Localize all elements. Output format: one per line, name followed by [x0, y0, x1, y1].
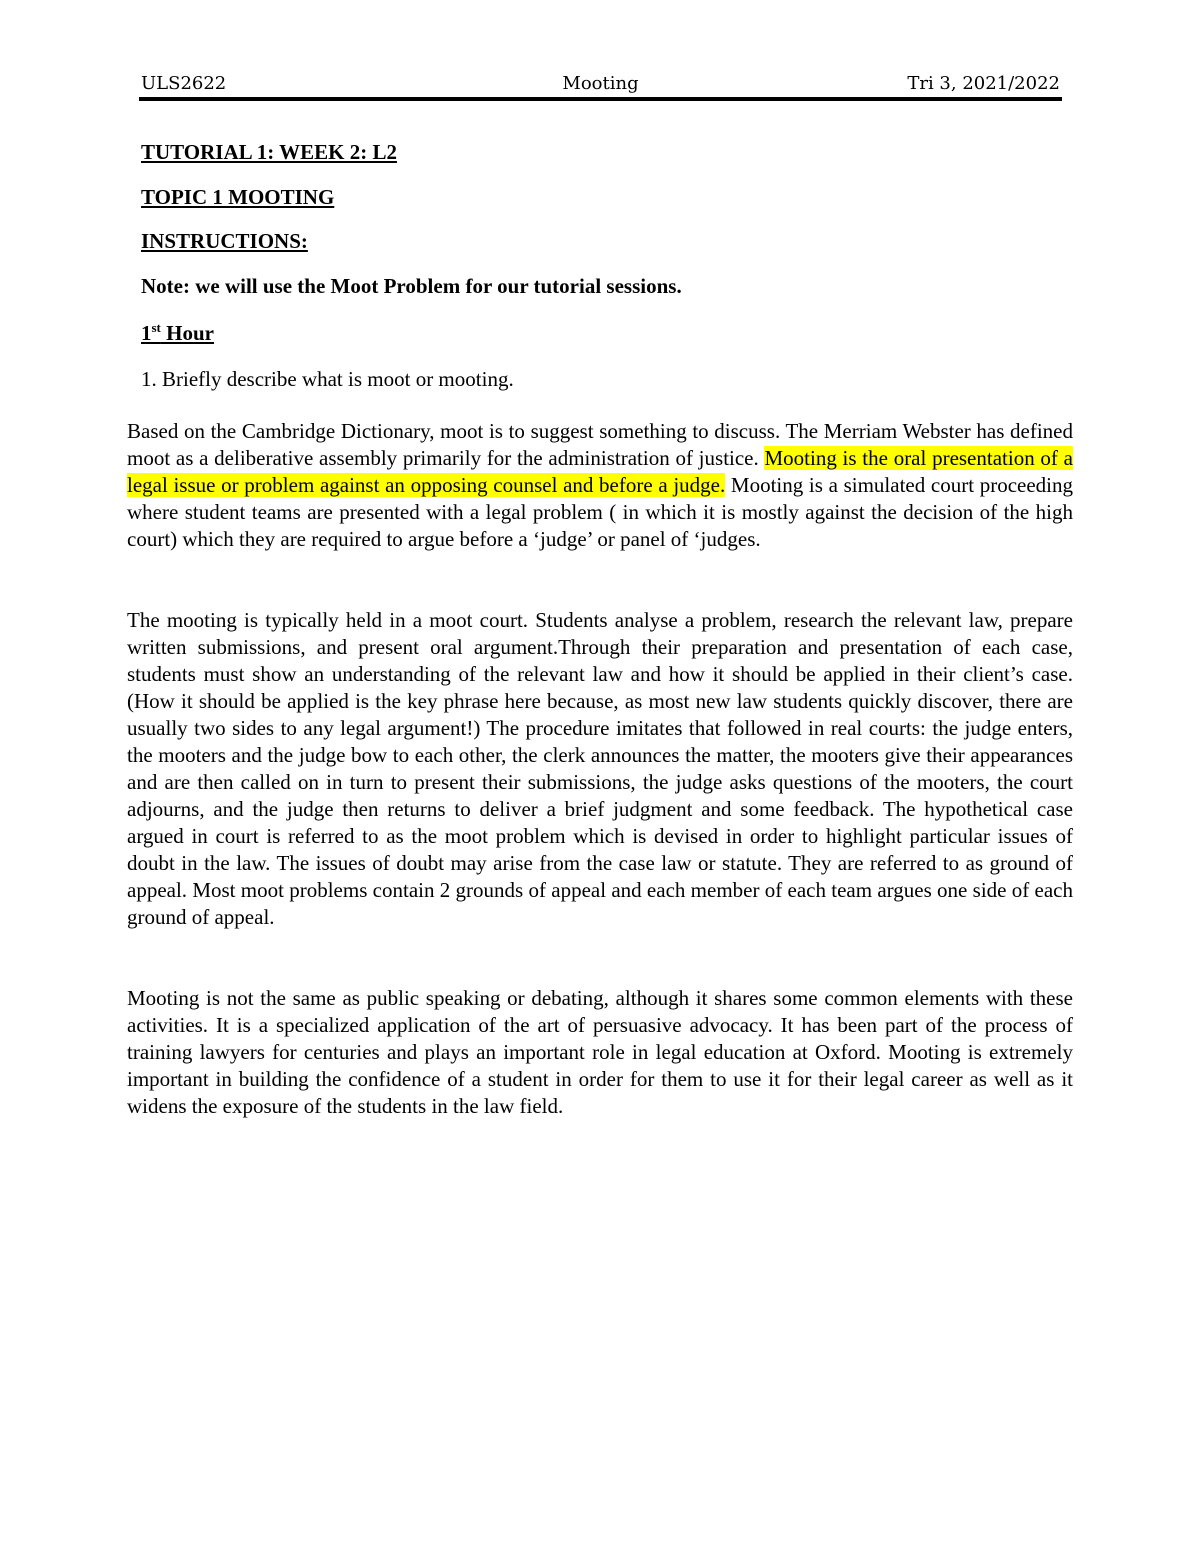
tutorial-heading: TUTORIAL 1: WEEK 2: L2: [141, 140, 397, 164]
hour-number: 1: [141, 321, 152, 345]
hour-superscript: st: [151, 320, 161, 335]
header-subject: Mooting: [562, 73, 639, 94]
answer-paragraph-2: [127, 607, 1073, 931]
para2-text: The mooting is typically held in a moot court. Students analyse a problem, research the relevant law, prepare written submissions, and present oral argument.Through their preparation and presentation of each case, students must show an understanding of the relevant law and how it should be applied in their client’s case. (How it should be applied is the key phrase here because, as most new law students quickly discover, there are usually two sides to any legal argument!) The procedure imitates that followed in real courts: the judge enters, the mooters and the judge bow to each other, the clerk announces the matter, the mooters give their appearances and are then called on in turn to present their submissions, the judge asks questions of the mooters, the court adjourns, and the judge then returns to deliver a brief judgment and some feedback. The hypothetical case argued in court is referred to as the moot problem which is devised in order to highlight particular issues of doubt in the law. The issues of doubt may arise from the case law or statute. They are referred to as ground of appeal. Most moot problems contain 2 grounds of appeal and each member of each team argues one side of each ground of appeal.: [127, 608, 1073, 929]
para1-text-end: Mooting is a simulated court proceeding where student teams are presented with a legal problem ( in which it is mostly against the decision of the high court) which they are required to argue before a ‘judge’ or panel of ‘judges.: [127, 473, 1074, 551]
hour-label: Hour: [160, 321, 214, 345]
para1-text-start: Based on the Cambridge Dictionary, moot is to suggest something to discuss. The Merriam Webster has defined moot as a deliberative assembly primarily for the administration of justice.: [127, 419, 1073, 470]
topic-heading: TOPIC 1 MOOTING: [141, 185, 335, 209]
course-code: ULS2622: [141, 73, 227, 94]
page-header: [139, 70, 1062, 101]
tutorial-note: Note: we will use the Moot Problem for our tutorial sessions.: [141, 274, 682, 298]
header-term: Tri 3, 2021/2022: [907, 73, 1060, 94]
para3-text: Mooting is not the same as public speaking or debating, although it shares some common elements with these activities. It is a specialized application of the art of persuasive advocacy. It has been part of the process of training lawyers for centuries and plays an important role in legal education at Oxford. Mooting is extremely important in building the confidence of a student in order for them to use it for their legal career as well as it widens the exposure of the students in the law field.: [127, 986, 1073, 1118]
highlighted-definition: Mooting is the oral presentation of a legal issue or problem against an opposing counsel and before a judge.: [127, 446, 1073, 497]
answer-paragraph-1: [127, 418, 1073, 553]
instructions-heading: INSTRUCTIONS:: [141, 229, 308, 253]
answer-paragraph-3: [127, 985, 1073, 1120]
hour-heading: [141, 320, 214, 346]
question-1: 1. Briefly describe what is moot or mooting.: [141, 367, 514, 391]
